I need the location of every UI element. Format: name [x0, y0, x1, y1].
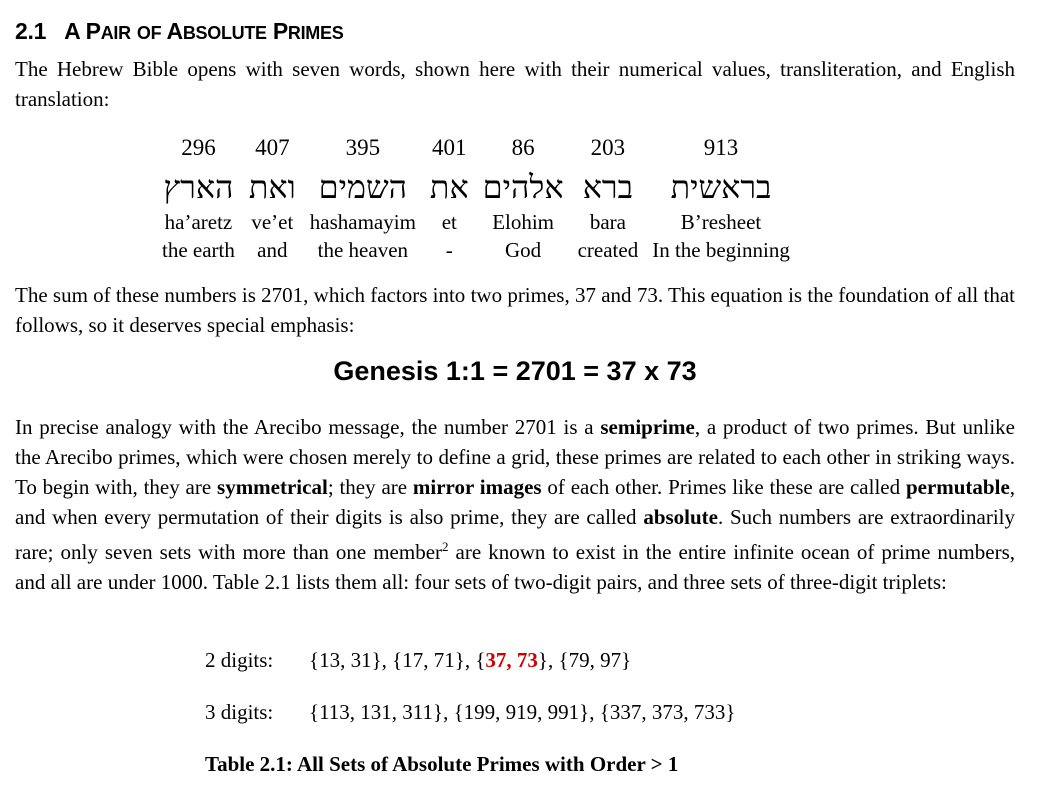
- term-mirror-images: mirror images: [412, 475, 542, 499]
- three-digit-sets: {113, 131, 311}, {199, 919, 991}, {337, 373, 733}: [309, 700, 736, 724]
- footnote-marker[interactable]: 2: [442, 539, 449, 554]
- sum-paragraph: The sum of these numbers is 2701, which factors into two primes, 37 and 73. This equation is the foundation of all that follows, so it deserves special emphasis:: [15, 283, 1015, 337]
- english-cell: the earth: [162, 237, 235, 262]
- transliteration-cell: B’resheet: [680, 209, 762, 234]
- section-title: A PAIR OF ABSOLUTE PRIMES: [64, 18, 344, 44]
- section-heading: [15, 18, 343, 45]
- hebrew-word: אלהים: [482, 168, 564, 206]
- value-cell: 913: [703, 135, 739, 160]
- hebrew-word: הארץ: [163, 168, 234, 206]
- term-symmetrical: symmetrical: [217, 475, 328, 499]
- analogy-paragraph: In precise analogy with the Arecibo message, the number 2701 is a semiprime, a product of two primes. But unlike the Arecibo primes, which were chosen merely to define a grid, these primes are related to each other in striking ways. To begin with, they are symmetrical; they are mirror images of each other. Primes like these are called permutable, and when every permutation of their digits is also prime, they are called absolute. Such numbers are extraordinarily rare; only seven sets with more than one member$^2$ are known to exist in the entire infinite ocean of prime numbers, and all are under 1000. Table 2.1 lists them all: four sets of two-digit pairs, and three sets of three-digit triplets:: [15, 415, 1016, 594]
- english-cell: In the beginning: [652, 237, 790, 262]
- three-digit-label: 3 digits:: [205, 700, 274, 724]
- transliteration-cell: ha’aretz: [164, 209, 233, 234]
- term-absolute: absolute: [643, 505, 718, 529]
- english-cell: the heaven: [317, 237, 409, 262]
- genesis-verse-table: [155, 130, 797, 264]
- english-cell: -: [445, 237, 453, 262]
- english-cell: God: [505, 237, 542, 262]
- table-caption: Table 2.1: All Sets of Absolute Primes with Order > 1: [205, 752, 679, 776]
- english-cell: and: [257, 237, 288, 262]
- hebrew-word: ברא: [582, 168, 634, 206]
- transliteration-cell: Elohim: [492, 209, 555, 234]
- english-row: [155, 236, 797, 264]
- transliteration-cell: ve’et: [251, 209, 294, 234]
- transliteration-cell: hashamayim: [309, 209, 416, 234]
- value-cell: 395: [345, 135, 381, 160]
- transliteration-cell: et: [441, 209, 457, 234]
- intro-paragraph: The Hebrew Bible opens with seven words, shown here with their numerical values, transliteration, and English translation:: [15, 57, 1015, 111]
- hebrew-word: השמים: [318, 168, 408, 206]
- value-cell: 401: [432, 135, 467, 160]
- two-digit-row: [205, 648, 631, 673]
- value-cell: 296: [181, 135, 216, 160]
- two-digit-label: 2 digits:: [205, 648, 274, 672]
- term-semiprime: semiprime: [600, 415, 695, 439]
- transliteration-row: [155, 208, 797, 236]
- highlighted-set: 37, 73: [485, 648, 538, 672]
- genesis-equation: Genesis 1:1 = 2701 = 37 x 73: [333, 356, 697, 386]
- term-permutable: permutable: [905, 475, 1010, 499]
- hebrew-words-row: [155, 166, 797, 208]
- value-cell: 407: [255, 135, 290, 160]
- hebrew-word: בראשית: [670, 168, 772, 206]
- section-number: 2.1: [15, 18, 47, 44]
- value-cell: 203: [590, 135, 626, 160]
- hebrew-word: את: [429, 168, 469, 206]
- two-digit-sets: {13, 31}, {17, 71}, {37, 73}, {79, 97}: [309, 648, 632, 672]
- three-digit-row: [205, 700, 735, 725]
- hebrew-word: ואת: [248, 168, 296, 206]
- numeric-values-row: [155, 130, 797, 166]
- transliteration-cell: bara: [589, 209, 626, 234]
- english-cell: created: [577, 237, 639, 262]
- value-cell: 86: [511, 135, 535, 160]
